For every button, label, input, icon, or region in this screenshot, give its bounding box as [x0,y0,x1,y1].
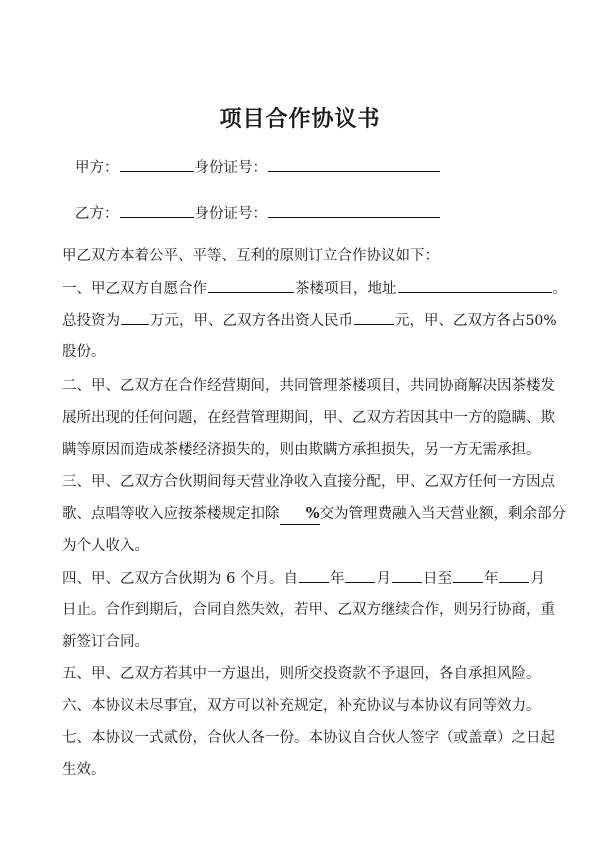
clause-2-line-1: 二、甲、乙双方在合作经营期间，共同管理茶楼项目，共同协商解决因茶楼发 [62,378,555,394]
start-year-label: 年 [329,571,345,587]
clause-3-line-1: 三、甲、乙双方合伙期间每天营业净收入直接分配，甲、乙双方任何一方因点 [62,474,555,490]
start-day-blank[interactable] [392,568,422,583]
clause-1-text-c: 。 [552,281,567,297]
clause-1-text-e: 万元，甲、乙双方各出资人民币 [150,313,353,329]
clause-2-line-3: 瞒等原因而造成茶楼经济损失的，则由欺瞒方承担损失，另一方无需承担。 [62,442,541,458]
clause-1-line-2 [62,310,557,331]
document-title: 项目合作协议书 [219,106,381,132]
project-name-blank[interactable] [208,278,294,293]
start-month-label: 月 [376,571,391,587]
party-a-id-blank[interactable] [268,157,440,172]
capital-contribution-blank[interactable] [354,310,394,325]
clause-6: 六、本协议未尽事宜，双方可以补充规定，补充协议与本协议有同等效力。 [62,698,541,714]
clause-1-text-f: 元，甲、乙双方各占 [395,313,526,329]
start-month-blank[interactable] [345,568,375,583]
party-a-name-blank[interactable] [120,157,194,172]
intro-text: 甲乙双方本着公平、平等、互利的原则订立合作协议如下： [62,248,439,264]
clause-1-line-3: 股份。 [62,344,106,360]
clause-7-line-1: 七、本协议一式贰份，合伙人各一份。本协议自合伙人签字（或盖章）之日起 [62,730,555,746]
clause-2-line-2: 展所出现的任何问题，在经营管理期间，甲、乙双方若因其中一方的隐瞒、欺 [62,410,555,426]
party-b-id-blank[interactable] [268,203,440,218]
party-b-id-label: 身份证号： [194,206,267,222]
clause-3-line-2 [62,504,566,525]
end-year-label: 年 [483,571,499,587]
share-percent: 50% [525,313,557,329]
address-blank[interactable] [398,278,552,293]
clause-1-line-1 [62,278,567,299]
end-month-blank[interactable] [499,568,529,583]
clause-3-text-a: 歌、点唱等收入应按茶楼规定扣除 [62,506,280,522]
day-to-label: 日至 [422,571,452,587]
party-b-row [75,202,441,223]
clause-4-line-1 [62,568,545,589]
clause-1-text-b: 茶楼项目，地址 [295,281,397,297]
clause-4-line-2: 日止。合作到期后，合同自然失效，若甲、乙双方继续合作，则另行协商，重 [62,602,555,618]
deduction-percent-blank[interactable]: % [280,504,320,525]
clause-5: 五、甲、乙双方若其中一方退出，则所交投资款不予退回，各自承担风险。 [62,666,541,682]
end-year-blank[interactable] [453,568,483,583]
clause-1-text-d: 总投资为 [62,313,120,329]
party-b-label: 乙方： [75,206,119,222]
clause-1-text-a: 一、甲乙双方自愿合作 [62,281,207,297]
start-year-blank[interactable] [299,568,329,583]
total-investment-blank[interactable] [121,310,149,325]
end-month-label: 月 [530,571,545,587]
party-b-name-blank[interactable] [120,203,194,218]
clause-4-line-3: 新签订合同。 [62,634,149,650]
clause-4-text-a: 四、甲、乙双方合伙期为 6 个月。自 [62,571,298,587]
clause-3-text-b: 交为管理费融入当天营业额，剩余部分 [319,506,566,522]
clause-7-line-2: 生效。 [62,762,106,778]
party-a-label: 甲方： [75,160,119,176]
party-a-row [75,156,441,177]
clause-3-line-3: 为个人收入。 [62,538,149,554]
party-a-id-label: 身份证号： [194,160,267,176]
